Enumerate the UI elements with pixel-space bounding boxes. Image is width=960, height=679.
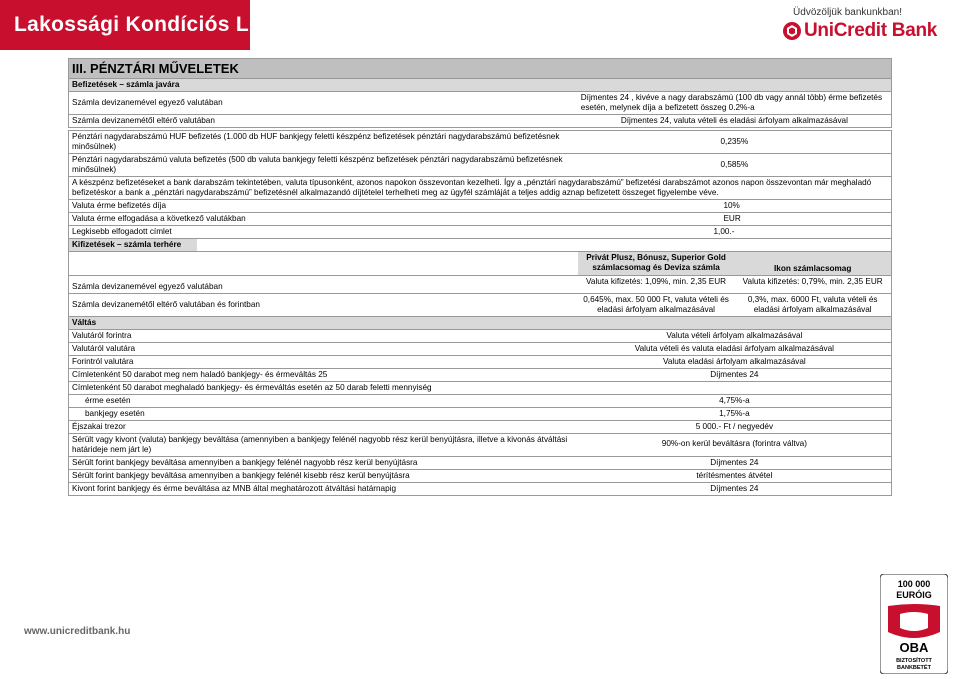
page-header	[0, 0, 960, 50]
bank-name: UniCredit Bank	[804, 20, 938, 41]
row-value: Díjmentes 24	[710, 458, 759, 467]
badge-oba: OBA	[899, 640, 929, 655]
row-label: Forintról valutára	[72, 357, 134, 366]
row-label: bankjegy esetén	[85, 409, 145, 418]
table-row	[68, 421, 892, 434]
note-row	[68, 177, 892, 200]
row-label: Valuta érme elfogadása a következő valutákban	[72, 214, 246, 223]
row-label: Valuta érme befizetés díja	[72, 201, 167, 210]
section-title: III. PÉNZTÁRI MŰVELETEK	[69, 59, 891, 78]
deposit-note: A készpénz befizetéseket a bank darabszám tekintetében, valuta típusonként, azonos napokon összevontan kezelheti. Így a „pénztári nagydarabszámú” befizetési darabszámot azonos napon összevontan már meghaladó befizetéskor a bank a „pénztári nagydarabszámú” befizetésnél alkalmazandó díjtételel terhelheti meg az ügyfél számláját a teljes addig aznap befizetett összeget figyelembe véve.	[72, 178, 872, 197]
table-row	[68, 154, 892, 177]
table-row	[68, 470, 892, 483]
exchange-heading: Váltás	[69, 317, 891, 329]
column-header-private: Privát Plusz, Bónusz, Superior Gold számlacsomag és Deviza számla	[578, 252, 735, 275]
unicredit-logo	[776, 7, 946, 45]
row-value-private: 0,645%, max. 50 000 Ft, valuta vételi és eladási árfolyam alkalmazásával	[583, 295, 729, 314]
row-value: térítésmentes átvétel	[696, 471, 773, 480]
row-value: 5 000.- Ft / negyedév	[695, 422, 774, 431]
row-label: Legkisebb elfogadott címlet	[72, 227, 172, 236]
row-value-ikon: Valuta kifizetés: 0,79%, min. 2,35 EUR	[742, 277, 883, 286]
row-value: Díjmentes 24	[710, 370, 759, 379]
table-row	[68, 434, 892, 457]
deposit-heading: Befizetések – számla javára	[69, 79, 891, 91]
table-row	[68, 369, 892, 382]
badge-currency: EURÓIG	[896, 590, 932, 600]
conditions-table	[68, 58, 892, 496]
row-label: Sérült forint bankjegy beváltása amennyiben a bankjegy felénél kisebb rész kerül benyújtásra	[72, 471, 410, 480]
badge-amount: 100 000	[897, 579, 931, 589]
logo-tagline: Üdvözöljük bankunkban!	[793, 7, 902, 18]
table-row	[68, 408, 892, 421]
row-label: érme esetén	[85, 396, 131, 405]
table-row	[68, 226, 892, 239]
table-row	[68, 115, 892, 128]
section-title-row	[68, 58, 892, 79]
row-value-private: Valuta kifizetés: 1,09%, min. 2,35 EUR	[586, 277, 727, 286]
column-header-ikon: Ikon számlacsomag	[734, 252, 891, 275]
row-value: Díjmentes 24 , kivéve a nagy darabszámú (100 db vagy annál több) érme befizetés esetén, melynek díja a befizetett összeg 0.2%-a	[580, 93, 883, 112]
row-label: Címletenként 50 darabot meghaladó bankjegy- és érmeváltás esetén az 50 darab feletti mennyiség	[72, 383, 432, 392]
table-row	[68, 294, 892, 317]
row-label: Kivont forint bankjegy és érme beváltása az MNB által meghatározott átváltási határnapig	[72, 484, 397, 493]
table-row	[68, 457, 892, 470]
row-value: 1,00.-	[713, 227, 735, 236]
oba-deposit-insurance-badge-icon	[880, 574, 948, 674]
row-value: Valuta eladási árfolyam alkalmazásával	[663, 357, 806, 366]
table-row	[68, 356, 892, 369]
table-row	[68, 213, 892, 226]
row-label: Számla devizanemétől eltérő valutában és forintban	[72, 300, 260, 309]
table-row	[68, 276, 892, 294]
row-value: 1,75%-a	[719, 409, 750, 418]
row-label: Pénztári nagydarabszámú HUF befizetés (1.000 db HUF bankjegy feletti készpénz befizetések pénztári nagydarabszámú befizetésnek minősülnek)	[72, 132, 560, 151]
exchange-heading-row	[68, 317, 892, 330]
table-row	[68, 130, 892, 154]
table-row	[68, 200, 892, 213]
row-value: 0,585%	[720, 160, 749, 169]
row-value: Valuta vételi és valuta eladási árfolyam alkalmazásával	[634, 344, 834, 353]
row-label: Sérült vagy kivont (valuta) bankjegy beváltása (amennyiben a bankjegy felénél nagyobb rész kerül benyújtásra, illetve a kivonás átváltási határideje nem járt le)	[72, 435, 568, 454]
table-row	[68, 395, 892, 408]
row-label: Számla devizanemével egyező valutában	[72, 98, 223, 107]
row-label: Sérült forint bankjegy beváltása amennyiben a bankjegy felénél nagyobb rész kerül benyújtásra	[72, 458, 418, 467]
unicredit-logo-icon	[782, 21, 802, 41]
withdrawal-heading-row	[68, 239, 892, 252]
badge-deposit: BANKBETÉT	[897, 665, 931, 671]
table-row	[68, 382, 892, 395]
row-value: 0,235%	[720, 137, 749, 146]
row-value: Díjmentes 24, valuta vételi és eladási árfolyam alkalmazásával	[620, 116, 848, 125]
row-value-ikon: 0,3%, max. 6000 Ft, valuta vételi és eladási árfolyam alkalmazásával	[747, 295, 878, 314]
row-label: Valutáról forintra	[72, 331, 132, 340]
row-label: Pénztári nagydarabszámú valuta befizetés (500 db valuta bankjegy feletti készpénz befizetések pénztári nagydarabszámú befizetésnek minősülnek)	[72, 155, 563, 174]
row-label: Valutáról valutára	[72, 344, 136, 353]
badge-insured: BIZTOSÍTOTT	[896, 658, 932, 664]
row-label: Számla devizanemétől eltérő valutában	[72, 116, 215, 125]
table-row	[68, 330, 892, 343]
row-value: 90%-on kerül beváltásra (forintra váltva)	[661, 439, 807, 448]
row-label: Számla devizanemével egyező valutában	[72, 282, 223, 291]
footer-website-link[interactable]: www.unicreditbank.hu	[24, 626, 131, 637]
deposit-heading-row	[68, 79, 892, 92]
row-value: 4,75%-a	[719, 396, 750, 405]
row-value: Valuta vételi árfolyam alkalmazásával	[666, 331, 803, 340]
table-row	[68, 92, 892, 115]
row-value: 10%	[723, 201, 740, 210]
table-row	[68, 483, 892, 496]
row-label: Címletenként 50 darabot meg nem haladó bankjegy- és érmeváltás 25	[72, 370, 328, 379]
table-row	[68, 343, 892, 356]
row-value: Díjmentes 24	[710, 484, 759, 493]
row-value: EUR	[723, 214, 741, 223]
withdrawal-heading: Kifizetések – számla terhére	[69, 239, 197, 251]
row-label: Éjszakai trezor	[72, 422, 126, 431]
document-title: Lakossági Kondíciós Lista	[14, 13, 287, 36]
withdrawal-column-headers	[68, 252, 892, 276]
